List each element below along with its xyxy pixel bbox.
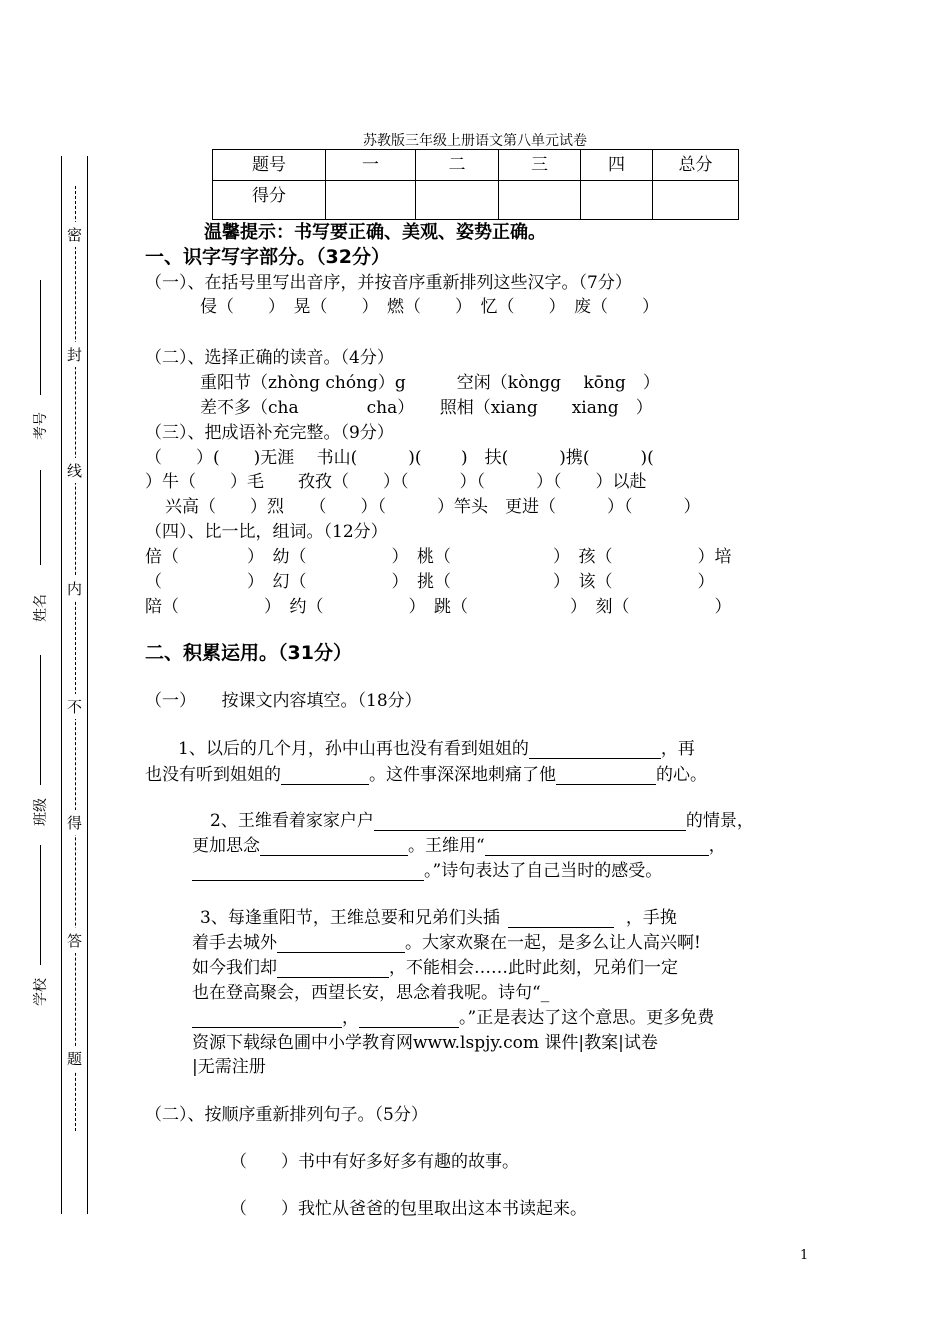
- class-label: 班级: [33, 798, 49, 826]
- answer-blank[interactable]: [277, 933, 405, 953]
- text: 着手去城外: [192, 933, 277, 953]
- reorder-sentence-2: （ ）我忙从爸爸的包里取出这本书读起来。: [230, 1199, 587, 1219]
- fill-blank-1-line-1: [178, 734, 695, 759]
- question-3-title: （三）、把成语补充完整。（9分）: [145, 423, 394, 443]
- question-1-chars: 侵（ ） 晃（ ） 燃（ ） 忆（ ） 废（ ）: [200, 297, 659, 317]
- text: 2、王维看着家家户户: [210, 811, 374, 831]
- table-header-cell: 四: [581, 150, 653, 181]
- section-two-question-2-title: （二）、按顺序重新排列句子。（5分）: [145, 1105, 428, 1125]
- fill-blank-3-line-2: [192, 928, 701, 953]
- margin-word: 封: [67, 342, 82, 367]
- text: 。”正是表达了这个意思。更多免费: [459, 1008, 715, 1028]
- margin-word: 答: [67, 928, 82, 953]
- question-4-line-2: （ ） 幻（ ） 挑（ ） 该（ ）: [145, 572, 715, 592]
- class-line: [40, 655, 41, 785]
- school-label: 学校: [33, 978, 49, 1006]
- page-number: 1: [800, 1248, 809, 1263]
- score-row: [213, 181, 739, 220]
- text: ，不能相会……此时此刻，兄弟们一定: [389, 958, 678, 978]
- text: ，: [708, 836, 726, 856]
- answer-blank[interactable]: [508, 908, 614, 928]
- school-line: [40, 845, 41, 965]
- answer-blank[interactable]: [359, 1008, 459, 1028]
- fill-blank-3-line-5: [192, 1003, 714, 1028]
- answer-blank[interactable]: [277, 958, 389, 978]
- text: 1、以后的几个月，孙中山再也没有看到姐姐的: [178, 739, 529, 759]
- margin-word: 不: [67, 694, 82, 719]
- hint-text: 温馨提示：书写要正确、美观、姿势正确。: [204, 222, 546, 243]
- margin-dashed-line: [75, 186, 76, 1131]
- fill-blank-3-line-7: |无需注册: [192, 1057, 266, 1077]
- fill-blank-3-line-6: 资源下载绿色圃中小学教育网www.lspjy.com 课件|教案|试卷: [192, 1033, 658, 1053]
- fill-blank-3-line-3: [192, 953, 678, 978]
- score-cell[interactable]: [653, 181, 739, 220]
- text: 。这件事深深地刺痛了他: [369, 765, 556, 785]
- answer-blank[interactable]: [192, 1008, 342, 1028]
- fill-blank-2-line-1: [210, 806, 754, 831]
- table-header-cell: 题号: [213, 150, 326, 181]
- text: ，再: [660, 739, 695, 759]
- question-2-line-2: 差不多（cha cha） 照相（xiang xiang ）: [200, 398, 653, 418]
- text: 的情景，: [685, 811, 754, 831]
- answer-blank[interactable]: [260, 836, 408, 856]
- question-4-title: （四）、比一比，组词。（12分）: [145, 522, 388, 542]
- text: 。”诗句表达了自己当时的感受。: [424, 861, 663, 881]
- text: 更加思念: [192, 836, 260, 856]
- answer-blank[interactable]: [374, 811, 686, 831]
- table-header-cell: 三: [499, 150, 581, 181]
- question-2-line-1: 重阳节（zhòng chóng）g 空闲（kòngg kōng ）: [200, 373, 660, 393]
- section-two-title: 二、积累运用。（31分）: [145, 642, 352, 664]
- answer-blank[interactable]: [529, 739, 661, 759]
- fill-blank-2-line-3: [192, 856, 662, 881]
- margin-word: 线: [67, 458, 82, 483]
- text: 3、每逢重阳节，王维总要和兄弟们头插: [200, 908, 500, 928]
- fill-blank-1-line-2: [145, 760, 707, 785]
- margin-word: 得: [67, 810, 82, 835]
- fill-blank-3-line-1: [200, 903, 677, 928]
- section-two-question-1-title: （一） 按课文内容填空。（18分）: [145, 691, 422, 711]
- question-4-line-1: 倍（ ） 幼（ ） 桃（ ） 孩（ ）培: [145, 547, 732, 567]
- name-label: 姓名: [33, 594, 49, 622]
- text: 。大家欢聚在一起，是多么让人高兴啊!: [405, 933, 701, 953]
- score-table: [212, 149, 739, 220]
- page-title: 苏教版三年级上册语文第八单元试卷: [363, 133, 587, 149]
- margin-line-left: [61, 156, 62, 1214]
- answer-blank[interactable]: [192, 861, 424, 881]
- score-cell[interactable]: [499, 181, 581, 220]
- table-header-cell: 二: [416, 150, 499, 181]
- text: 。王维用“: [408, 836, 485, 856]
- question-2-title: （二）、选择正确的读音。（4分）: [145, 348, 394, 368]
- exam-number-label: 考号: [33, 412, 49, 440]
- text: 如今我们却: [192, 958, 277, 978]
- answer-blank[interactable]: [556, 765, 656, 785]
- name-line: [40, 470, 41, 565]
- exam-number-line: [40, 280, 41, 395]
- section-one-title: 一、识字写字部分。（32分）: [145, 246, 390, 268]
- text: ，: [342, 1008, 359, 1028]
- margin-word: 内: [67, 576, 82, 601]
- score-cell[interactable]: [416, 181, 499, 220]
- question-3-line-2: ）牛（ ）毛 孜孜（ ）（ ）（ ）（ ）以赴: [145, 472, 647, 492]
- text: 的心。: [656, 765, 707, 785]
- question-3-line-1: （ ）( )无涯 书山( )( ) 扶( )携( )(: [145, 448, 654, 468]
- table-header-cell: 一: [326, 150, 416, 181]
- answer-blank[interactable]: [281, 765, 369, 785]
- reorder-sentence-1: （ ）书中有好多好多有趣的故事。: [230, 1152, 519, 1172]
- question-4-line-3: 陪（ ） 约（ ） 跳（ ） 刻（ ）: [145, 597, 732, 617]
- score-cell[interactable]: [326, 181, 416, 220]
- fill-blank-2-line-2: [192, 831, 726, 856]
- score-row-label: 得分: [213, 181, 326, 220]
- margin-word: 密: [67, 222, 82, 247]
- margin-word: 题: [67, 1046, 82, 1071]
- question-3-line-3: 兴高（ ）烈 （ ）（ ）竿头 更进（ ）（ ）: [165, 497, 701, 517]
- score-header-row: [213, 150, 739, 181]
- margin-line-right: [87, 156, 88, 1214]
- text: 也没有听到姐姐的: [145, 765, 281, 785]
- table-header-cell: 总分: [653, 150, 739, 181]
- question-1-title: （一）、在括号里写出音序，并按音序重新排列这些汉字。（7分）: [145, 273, 632, 293]
- fill-blank-3-line-4: 也在登高聚会，西望长安，思念着我呢。诗句“_: [192, 983, 550, 1003]
- answer-blank[interactable]: [485, 836, 709, 856]
- score-cell[interactable]: [581, 181, 653, 220]
- text: ，手挽: [625, 908, 677, 928]
